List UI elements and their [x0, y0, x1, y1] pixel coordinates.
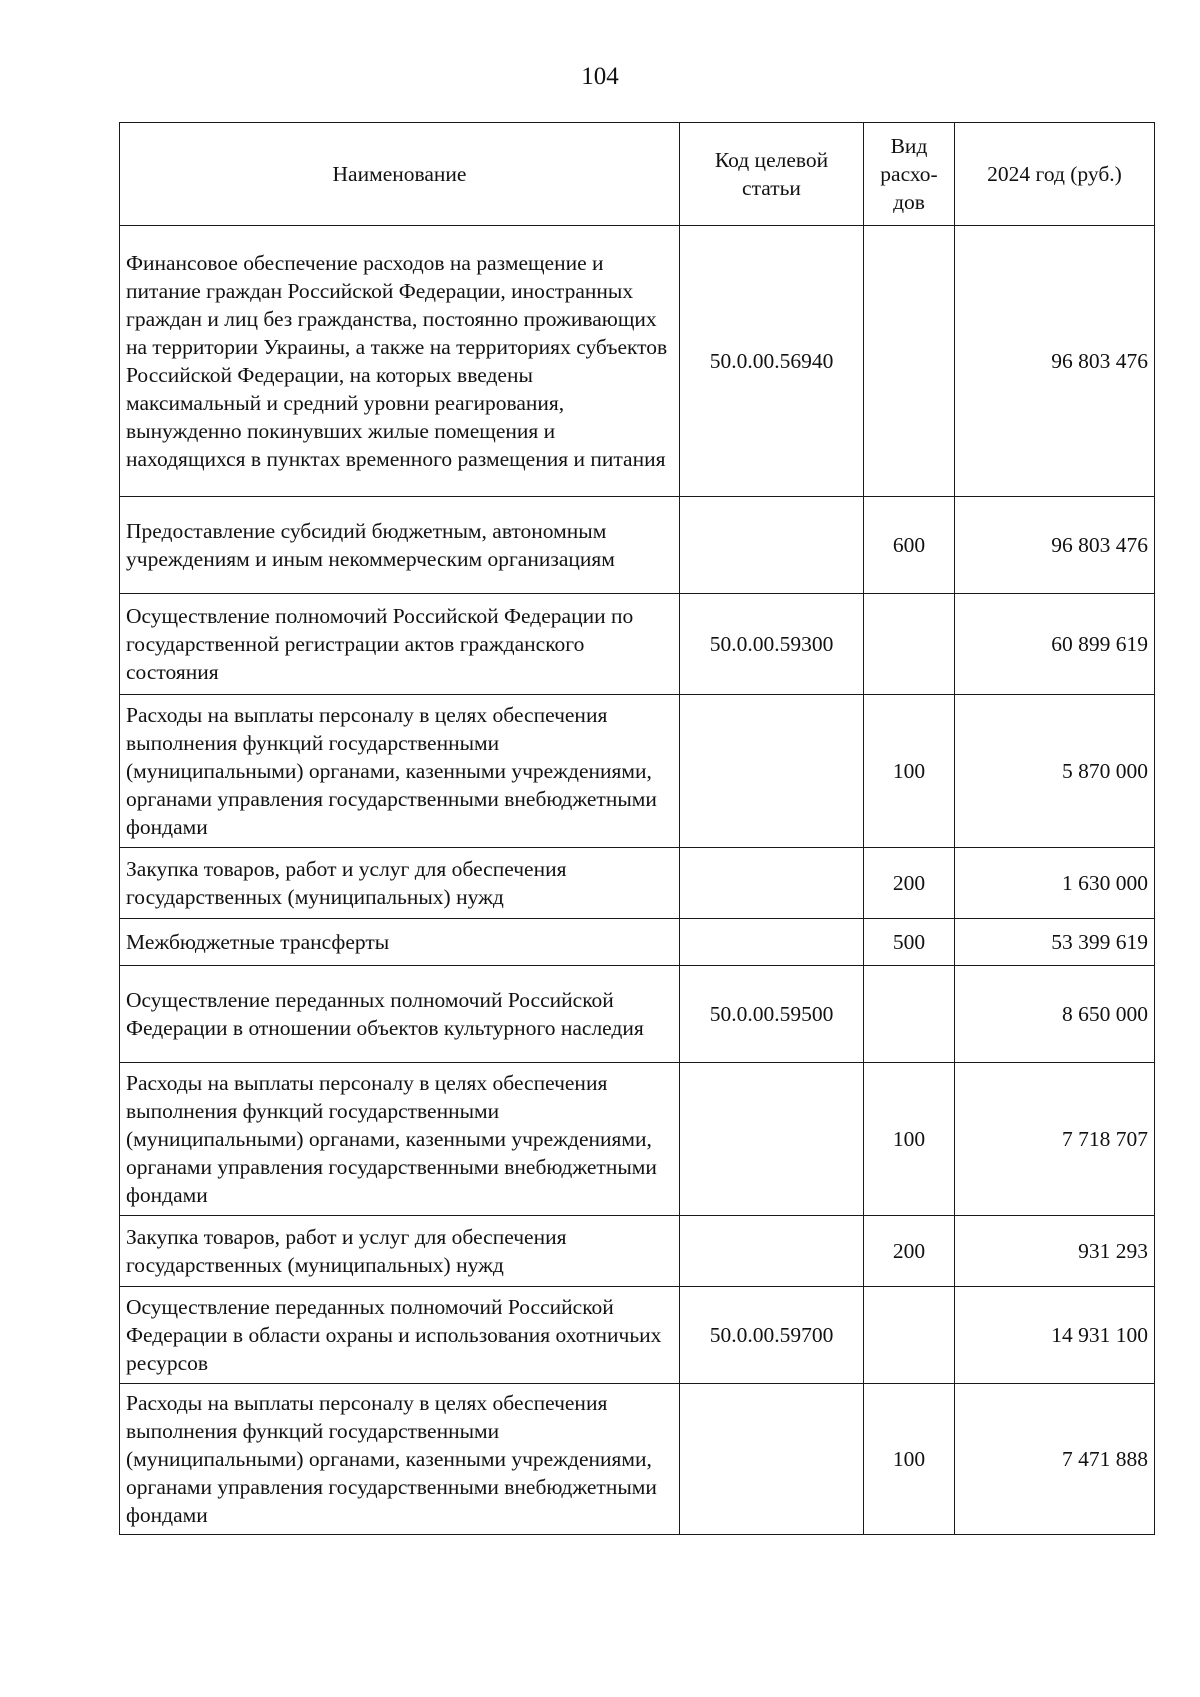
page-number: 104 — [581, 63, 619, 90]
table-header-row — [120, 123, 1155, 226]
row-type: 200 — [864, 1216, 955, 1287]
row-amount: 1 630 000 — [955, 848, 1155, 919]
row-code — [680, 1384, 864, 1535]
row-amount: 7 718 707 — [955, 1063, 1155, 1216]
row-name: Финансовое обеспечение расходов на размещение и питание граждан Российской Федерации, иностранных граждан и лиц без гражданства, постоянно проживающих на территории Украины, а также на территориях субъектов Российской Федерации, на которых введены максимальный и средний уровни реагирования, вынужденно покинувших жилые помещения и находящихся в пунктах временного размещения и питания — [120, 226, 680, 497]
row-name: Осуществление переданных полномочий Российской Федерации в отношении объектов культурного наследия — [120, 966, 680, 1063]
row-type: 600 — [864, 497, 955, 594]
table-row — [120, 1216, 1155, 1287]
header-name: Наименование — [120, 123, 680, 226]
row-code — [680, 497, 864, 594]
row-name: Расходы на выплаты персоналу в целях обеспечения выполнения функций государственными (муниципальными) органами, казенными учреждениями, органами управления государственными внебюджетными фондами — [120, 695, 680, 848]
row-name: Осуществление полномочий Российской Федерации по государственной регистрации актов гражданского состояния — [120, 594, 680, 695]
table-row — [120, 966, 1155, 1063]
row-code — [680, 919, 864, 966]
row-name: Предоставление субсидий бюджетным, автономным учреждениям и иным некоммерческим организациям — [120, 497, 680, 594]
row-type: 100 — [864, 1384, 955, 1535]
row-name: Межбюджетные трансферты — [120, 919, 680, 966]
row-amount: 5 870 000 — [955, 695, 1155, 848]
row-name: Закупка товаров, работ и услуг для обеспечения государственных (муниципальных) нужд — [120, 1216, 680, 1287]
row-code: 50.0.00.59700 — [680, 1287, 864, 1384]
row-amount: 96 803 476 — [955, 497, 1155, 594]
table-row — [120, 497, 1155, 594]
table-row — [120, 848, 1155, 919]
row-code: 50.0.00.59500 — [680, 966, 864, 1063]
row-name: Осуществление переданных полномочий Российской Федерации в области охраны и использования охотничьих ресурсов — [120, 1287, 680, 1384]
row-amount: 7 471 888 — [955, 1384, 1155, 1535]
table-row — [120, 695, 1155, 848]
row-type: 100 — [864, 1063, 955, 1216]
budget-table — [119, 122, 1155, 1535]
row-code: 50.0.00.59300 — [680, 594, 864, 695]
row-amount: 96 803 476 — [955, 226, 1155, 497]
row-amount: 53 399 619 — [955, 919, 1155, 966]
row-type — [864, 594, 955, 695]
table-row — [120, 594, 1155, 695]
table-row — [120, 1384, 1155, 1535]
table-row — [120, 226, 1155, 497]
row-type — [864, 1287, 955, 1384]
row-code: 50.0.00.56940 — [680, 226, 864, 497]
row-amount: 931 293 — [955, 1216, 1155, 1287]
table-row — [120, 919, 1155, 966]
row-type: 500 — [864, 919, 955, 966]
row-amount: 60 899 619 — [955, 594, 1155, 695]
row-type: 100 — [864, 695, 955, 848]
header-amount: 2024 год (руб.) — [955, 123, 1155, 226]
row-amount: 8 650 000 — [955, 966, 1155, 1063]
row-type: 200 — [864, 848, 955, 919]
header-type: Вид расхо-дов — [864, 123, 955, 226]
table-row — [120, 1287, 1155, 1384]
row-code — [680, 848, 864, 919]
row-code — [680, 1216, 864, 1287]
row-amount: 14 931 100 — [955, 1287, 1155, 1384]
row-type — [864, 966, 955, 1063]
header-code: Код целевой статьи — [680, 123, 864, 226]
row-name: Закупка товаров, работ и услуг для обеспечения государственных (муниципальных) нужд — [120, 848, 680, 919]
row-name: Расходы на выплаты персоналу в целях обеспечения выполнения функций государственными (муниципальными) органами, казенными учреждениями, органами управления государственными внебюджетными фондами — [120, 1063, 680, 1216]
row-name: Расходы на выплаты персоналу в целях обеспечения выполнения функций государственными (муниципальными) органами, казенными учреждениями, органами управления государственными внебюджетными фондами — [120, 1384, 680, 1535]
row-code — [680, 1063, 864, 1216]
row-code — [680, 695, 864, 848]
table-row — [120, 1063, 1155, 1216]
row-type — [864, 226, 955, 497]
